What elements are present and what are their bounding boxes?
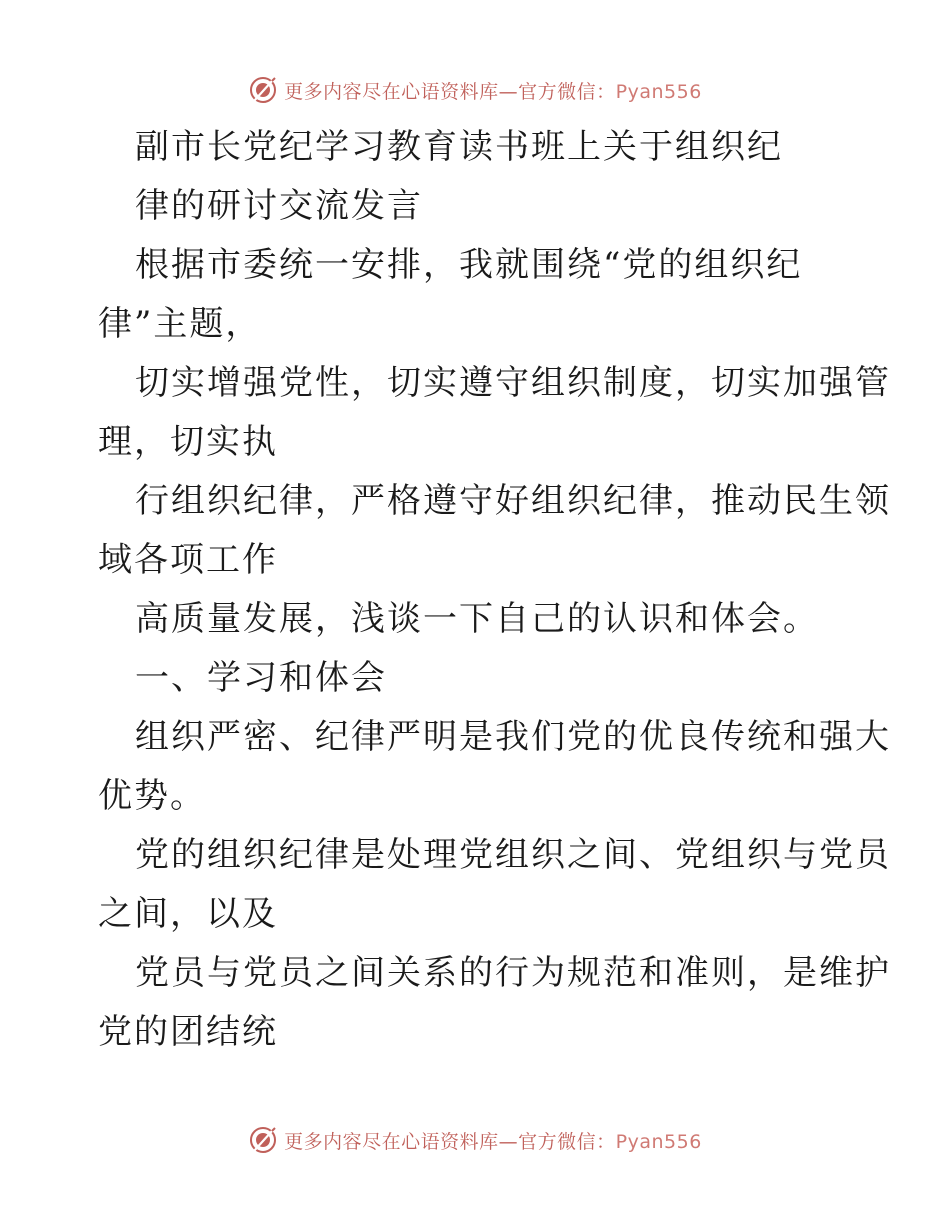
paragraph-line: 优势。 bbox=[98, 776, 206, 816]
doc-title-line-2: 律的研讨交流发言 bbox=[135, 186, 423, 226]
pen-logo-icon bbox=[248, 75, 278, 105]
paragraph-line: 行组织纪律，严格遵守好组织纪律，推动民生领 bbox=[135, 481, 891, 521]
paragraph-line: 党的组织纪律是处理党组织之间、党组织与党员 bbox=[135, 835, 891, 875]
paragraph-line: 切实增强党性，切实遵守组织制度，切实加强管 bbox=[135, 363, 891, 403]
section-heading: 一、学习和体会 bbox=[135, 658, 387, 698]
watermark-wechat-id: Pyan556 bbox=[615, 80, 702, 103]
paragraph-line: 理，切实执 bbox=[98, 422, 278, 462]
paragraph-line: 党的团结统 bbox=[98, 1012, 278, 1052]
paragraph-line: 组织严密、纪律严明是我们党的优良传统和强大 bbox=[135, 717, 891, 757]
doc-title-line-1: 副市长党纪学习教育读书班上关于组织纪 bbox=[135, 127, 783, 167]
watermark-text: 更多内容尽在心语资料库—官方微信：Pyan556 bbox=[284, 80, 702, 103]
paragraph-line: 域各项工作 bbox=[98, 540, 278, 580]
pen-logo-icon bbox=[248, 1125, 278, 1155]
watermark-wechat-id: Pyan556 bbox=[615, 1130, 702, 1153]
header-watermark bbox=[0, 70, 950, 110]
watermark-text: 更多内容尽在心语资料库—官方微信：Pyan556 bbox=[284, 1130, 702, 1153]
paragraph-line: 高质量发展，浅谈一下自己的认识和体会。 bbox=[135, 599, 819, 639]
paragraph-line: 党员与党员之间关系的行为规范和准则，是维护 bbox=[135, 953, 891, 993]
paragraph-line: 之间，以及 bbox=[98, 894, 278, 934]
paragraph-line: 律”主题， bbox=[98, 304, 262, 344]
footer-watermark bbox=[0, 1120, 950, 1160]
paragraph-line: 根据市委统一安排，我就围绕“党的组织纪 bbox=[135, 245, 803, 285]
